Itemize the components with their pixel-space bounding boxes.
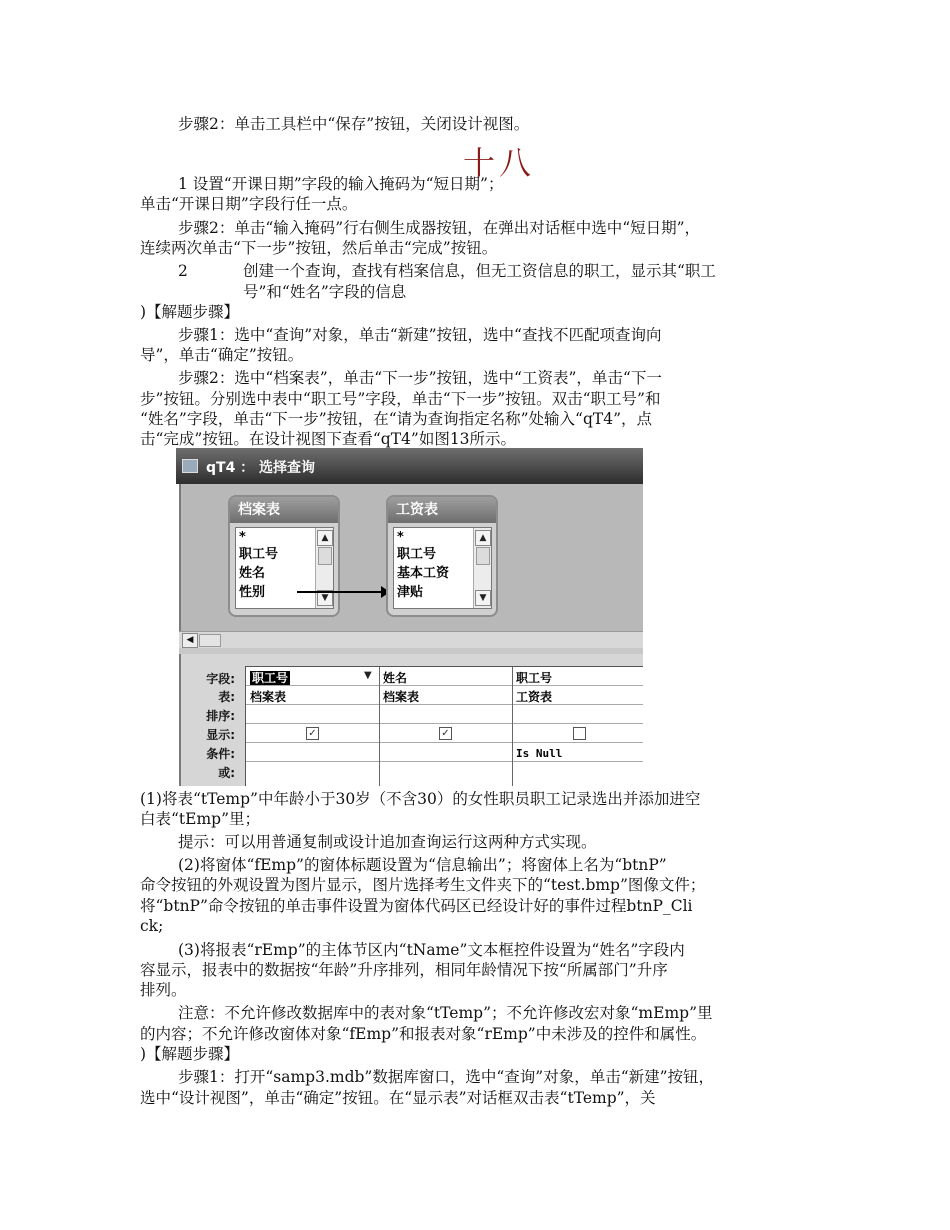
section-title: 十八 [463,144,536,182]
row-label: 字段: [206,672,235,686]
vertical-scrollbar[interactable] [473,528,491,608]
field-item[interactable]: 姓名 [239,566,266,581]
text-line: 步骤2：选中“档案表”，单击“下一步”按钮，选中“工资表”，单击“下一 [178,369,662,387]
text-line: 命令按钮的外观设置为图片显示，图片选择考生文件夹下的“test.bmp”图像文件； [140,876,706,894]
text-line: “姓名”字段，单击“下一步”按钮，在“请为查询指定名称”处输入“qT4”，点 [140,410,653,428]
text-line: 步骤1：选中“查询”对象，单击“新建”按钮，选中“查找不匹配项查询向 [178,326,662,344]
scroll-thumb[interactable] [199,634,221,647]
field-item[interactable]: 津贴 [397,585,424,600]
scroll-up-icon[interactable]: ▲ [475,530,491,546]
window-titlebar [176,448,643,484]
row-label: 条件: [206,747,235,761]
grid-line [246,685,643,686]
scroll-left-icon[interactable]: ◀ [182,633,198,648]
horizontal-scrollbar[interactable] [179,631,643,649]
scroll-up-icon[interactable]: ▲ [317,530,333,546]
grid-line [246,704,643,705]
text-line: )【解题步骤】 [140,303,240,321]
text-line: )【解题步骤】 [140,1045,240,1063]
grid-line [246,761,643,762]
row-label: 显示: [206,728,235,742]
show-checkbox[interactable]: ✓ [306,727,319,740]
text-line: 步骤2：单击“输入掩码”行右侧生成器按钮，在弹出对话框中选中“短日期”， [178,219,701,237]
field-item[interactable]: * [397,530,404,545]
grid-field-cell[interactable]: 职工号 [516,671,553,685]
grid-table-cell[interactable]: 档案表 [383,690,420,704]
show-checkbox[interactable]: ✓ [439,727,452,740]
table-name: 档案表 [230,497,338,523]
row-label: 排序: [206,709,235,723]
text-line: 注意：不允许修改数据库中的表对象“tTemp”；不允许修改宏对象“mEmp”里 [178,1004,713,1022]
design-grid [179,654,643,786]
row-label: 或: [218,766,235,780]
grid-field-cell[interactable]: 职工号 [252,671,289,685]
table-name: 工资表 [388,497,496,523]
text-line: 步骤2：单击工具栏中“保存”按钮，关闭设计视图。 [178,115,530,133]
text-line: 号”和“姓名”字段的信息 [243,283,407,301]
table-box-gongzi[interactable] [386,495,498,617]
text-line: 选中“设计视图”，单击“确定”按钮。在“显示表”对话框双击表“tTemp”，关 [140,1089,656,1107]
grid-line [246,742,643,743]
scroll-down-icon[interactable]: ▼ [475,590,491,606]
field-item[interactable]: 基本工资 [397,566,450,581]
text-line: (3)将报表“rEmp”的主体节区内“tName”文本框控件设置为“姓名”字段内 [178,941,685,959]
text-line: 击“完成”按钮。在设计视图下查看“qT4”如图13所示。 [140,430,517,448]
text-line: 的内容；不允许修改窗体对象“fEmp”和报表对象“rEmp”中未涉及的控件和属性。 [140,1025,707,1043]
text-line: 排列。 [140,981,187,999]
field-item[interactable]: 职工号 [397,547,437,562]
grid-criteria-cell[interactable]: Is Null [516,747,563,760]
dropdown-arrow-icon[interactable]: ▼ [364,670,372,681]
text-line: 创建一个查询，查找有档案信息，但无工资信息的职工，显示其“职工 [243,262,716,280]
row-label: 表: [218,690,235,704]
table-box-dangan[interactable] [228,495,340,617]
scroll-thumb[interactable] [476,547,490,565]
field-item[interactable]: 职工号 [239,547,279,562]
grid-field-cell[interactable]: 姓名 [383,671,408,685]
text-line: 容显示，报表中的数据按“年龄”升序排列，相同年龄情况下按“所属部门”升序 [140,961,668,979]
text-line: 连续两次单击“下一步”按钮，然后单击“完成”按钮。 [140,239,498,257]
text-line: 导”，单击“确定”按钮。 [140,346,304,364]
grid-line [246,723,643,724]
text-line: 1 设置“开课日期”字段的输入掩码为“短日期”； [178,175,504,193]
text-line: 白表“tEmp”里； [140,810,261,828]
grid-line [512,667,513,786]
field-item[interactable]: 性别 [239,585,266,600]
grid-table-cell[interactable]: 工资表 [516,690,553,704]
vertical-scrollbar[interactable] [315,528,333,608]
table-pane [179,484,643,631]
grid-columns [245,666,643,786]
field-list [393,527,492,609]
text-line: 提示：可以用普通复制或设计追加查询运行这两种方式实现。 [178,833,597,851]
scroll-thumb[interactable] [318,547,332,565]
text-line: 将“btnP”命令按钮的单击事件设置为窗体代码区已经设计好的事件过程btnP_Cli [140,897,693,915]
field-list [235,527,334,609]
scroll-down-icon[interactable]: ▼ [317,590,333,606]
text-line: ck; [140,917,164,935]
window-title: qT4 ： 选择查询 [206,460,316,476]
text-line: (1)将表“tTemp”中年龄小于30岁（不含30）的女性职员职工记录选出并添加进空 [140,790,701,808]
relationship-line [297,591,387,593]
show-checkbox[interactable] [573,727,586,740]
field-item[interactable]: * [239,530,246,545]
query-icon [182,459,198,473]
grid-line [379,667,380,786]
grid-table-cell[interactable]: 档案表 [250,690,287,704]
query-design-screenshot [176,448,643,786]
text-line: 2 [178,262,188,280]
text-line: 步”按钮。分别选中表中“职工号”字段，单击“下一步”按钮。双击“职工号”和 [140,390,661,408]
text-line: 步骤1：打开“samp3.mdb”数据库窗口，选中“查询”对象，单击“新建”按钮， [178,1068,715,1086]
text-line: (2)将窗体“fEmp”的窗体标题设置为“信息输出”；将窗体上名为“btnP” [178,856,667,874]
text-line: 单击“开课日期”字段行任一点。 [140,195,358,213]
